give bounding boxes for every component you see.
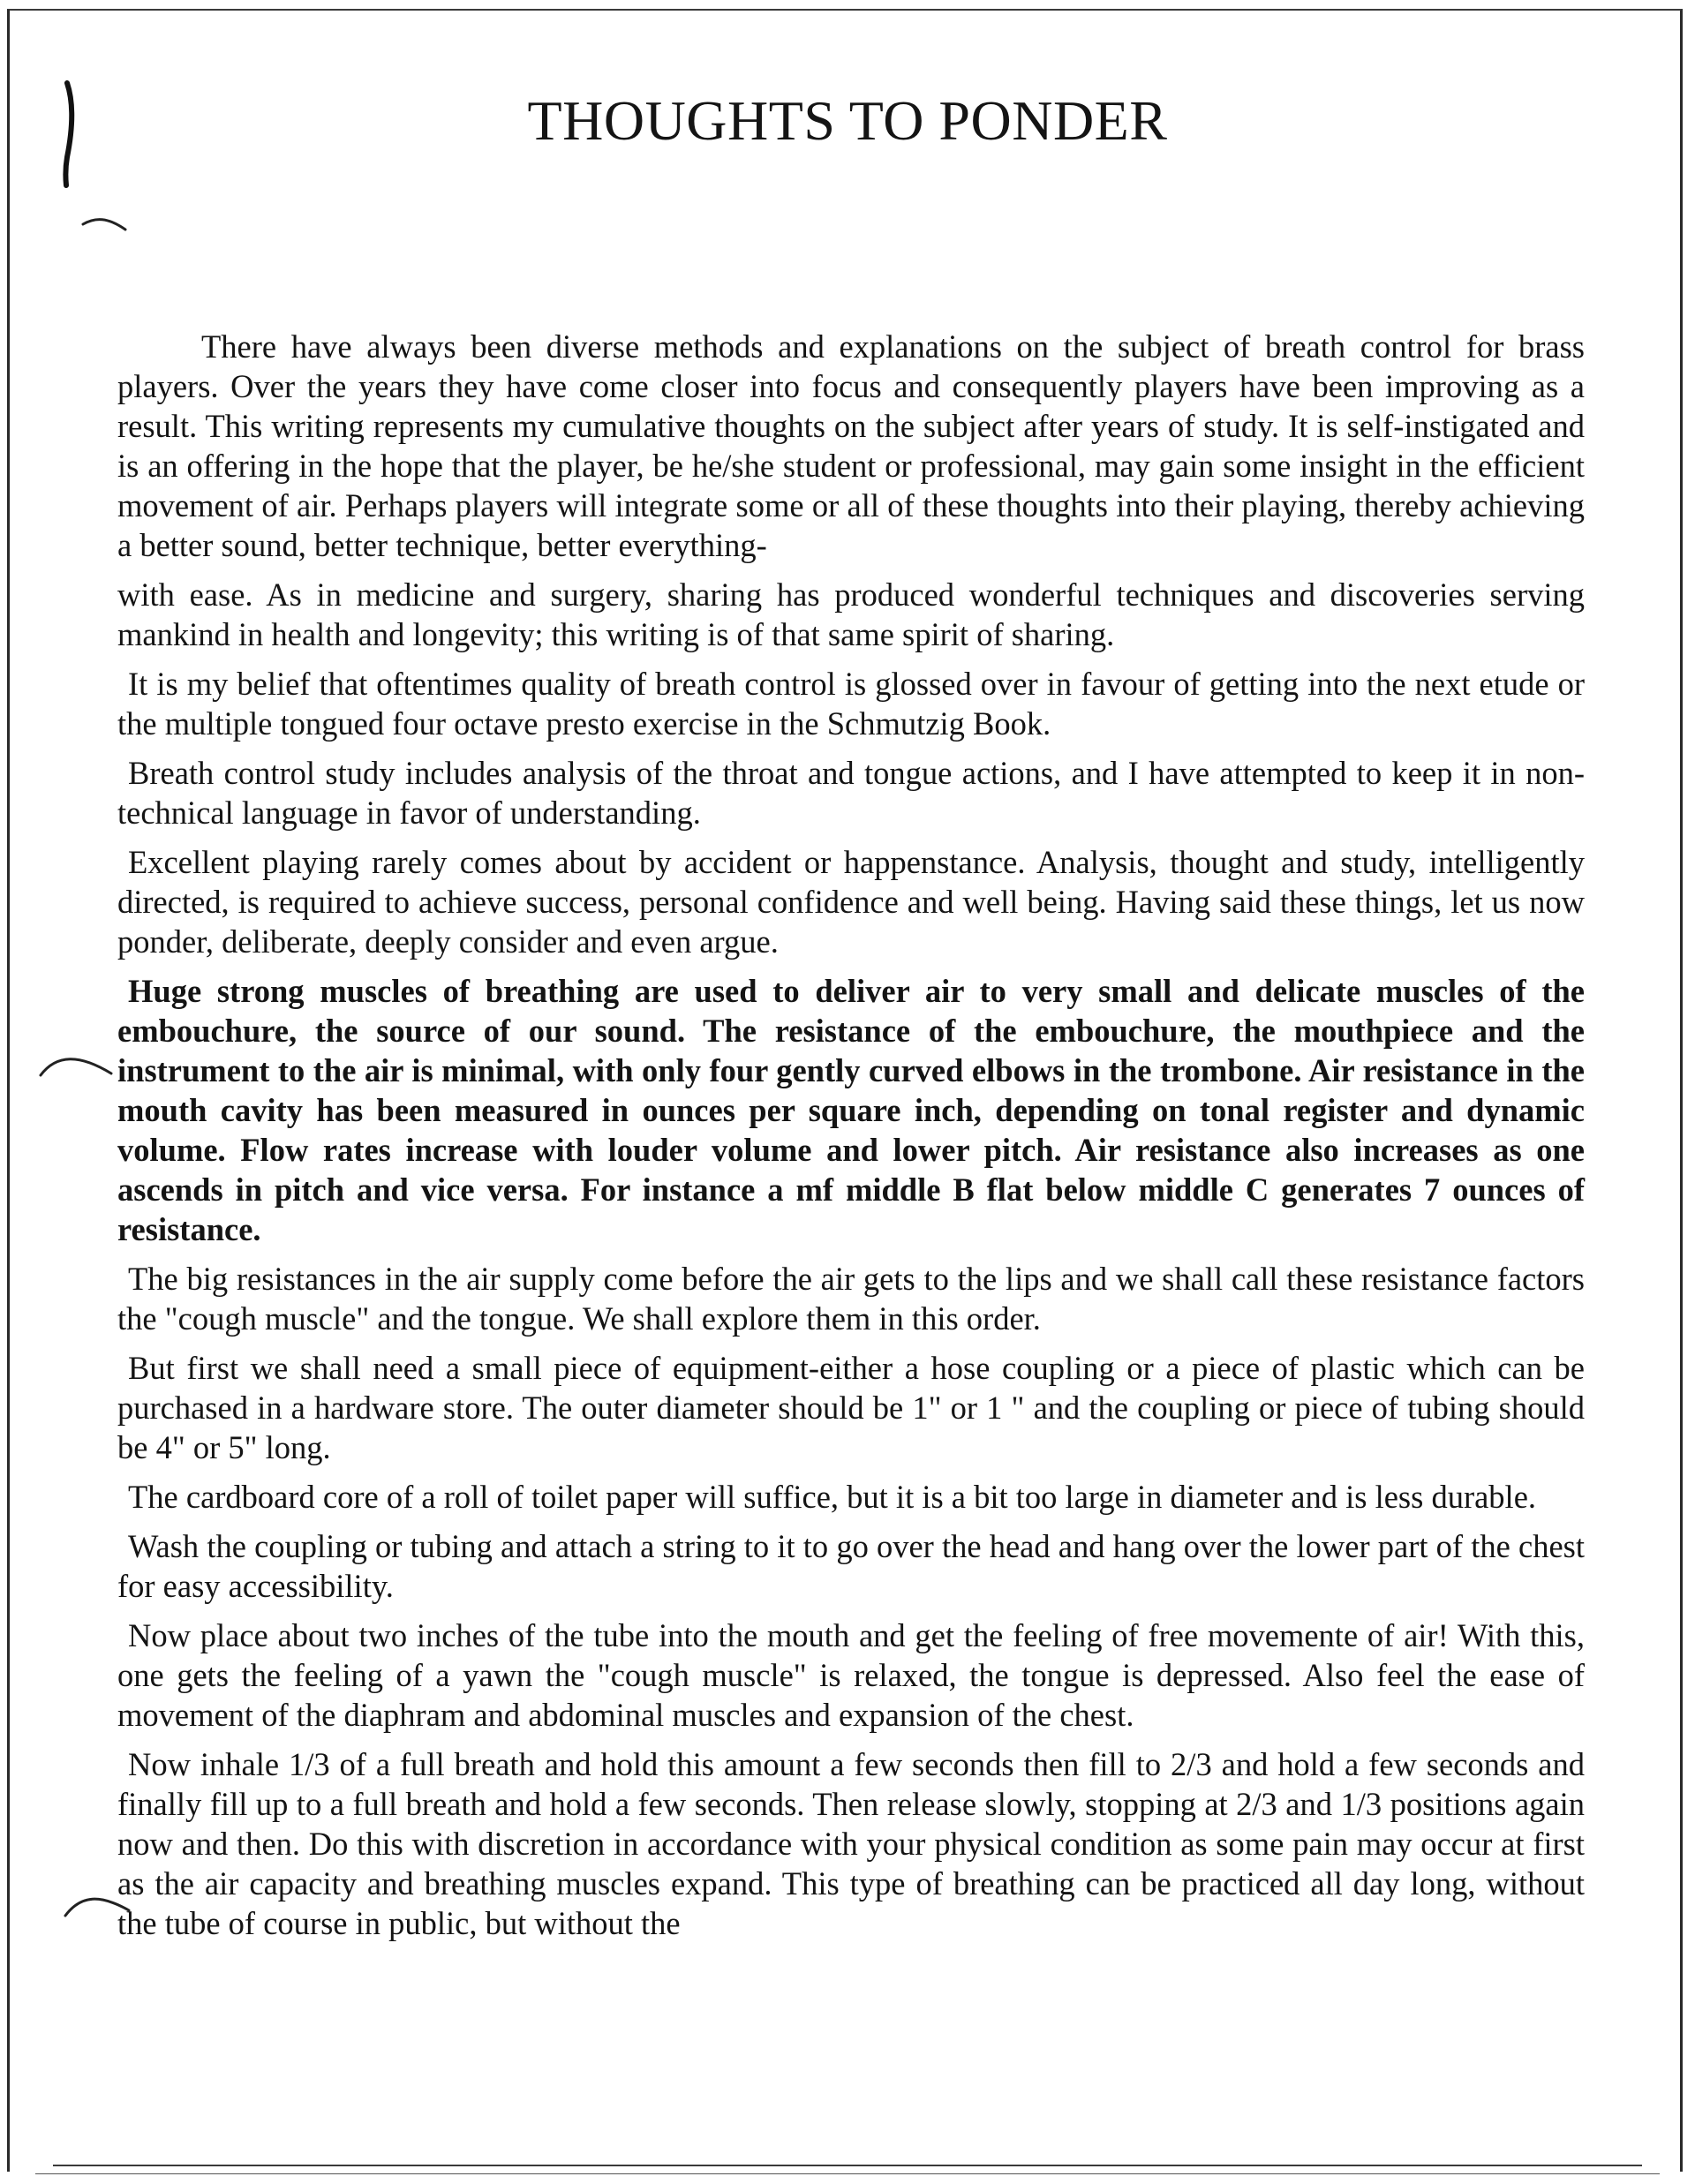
paragraph-muscles-of-breathing: Huge strong muscles of breathing are used to deliver air to very small and delicate muscles of the embouchure, the source of our sound. The resistance of the embouchure, the mouthpiece and the instrument to the air is minimal, with only four gently curved elbows in the trombone. Air resistance in the mouth cavity has been measured in ounces per square inch, depending on tonal register and dynamic volume. Flow rates increase with louder volume and lower pitch. Air resistance also increases as one ascends in pitch and vice versa. For instance a mf middle B flat below middle C generates 7 ounces of resistance. <box>117 973 1585 1247</box>
paragraph-sharing: with ease. As in medicine and surgery, sharing has produced wonderful techniques and discoveries serving mankind in health and longevity; this writing is of that same spirit of sharing. <box>117 576 1585 652</box>
paragraph-big-resistances: The big resistances in the air supply come before the air gets to the lips and we shall call these resistance factors the "cough muscle" and the tongue. We shall explore them in this order. <box>117 1261 1585 1337</box>
paragraph-wash-coupling: Wash the coupling or tubing and attach a string to it to go over the head and hang over the lower part of the chest for easy accessibility. <box>117 1528 1585 1604</box>
bottom-rule <box>53 2165 1642 2166</box>
paragraph-equipment: But first we shall need a small piece of equipment-either a hose coupling or a piece of plastic which can be purchased in a hardware store. The outer diameter should be 1" or 1 " and the coupling or piece of tubing should be 4" or 5" long. <box>117 1350 1585 1465</box>
page-title: THOUGHTS TO PONDER <box>527 89 1168 152</box>
handwritten-arc-mark <box>37 1051 117 1086</box>
paragraph-inhale: Now inhale 1/3 of a full breath and hold this amount a few seconds then fill to 2/3 and hold a few seconds and finally fill up to a full breath and hold a few seconds. Then release slowly, stopping at 2/3 and 1/3 positions again now and then. Do this with discretion in accordance with your physical condition as some pain may occur at first as the air capacity and breathing muscles expand. This type of breathing can be practiced all day long, without the tube of course in public, but without the <box>117 1746 1585 1941</box>
paragraph-place-tube: Now place about two inches of the tube into the mouth and get the feeling of free movemente of air! With this, one gets the feeling of a yawn the "cough muscle" is relaxed, the tongue is depressed. Also feel the ease of movement of the diaphram and abdominal muscles and expansion of the chest. <box>117 1617 1585 1733</box>
body-text <box>117 327 1585 1953</box>
paragraph-cardboard-core: The cardboard core of a roll of toilet paper will suffice, but it is a bit too large in diameter and is less durable. <box>128 1479 1537 1515</box>
bottom-rule-secondary <box>35 2173 1660 2174</box>
paragraph-intro: There have always been diverse methods and explanations on the subject of breath control for brass players. Over the years they have come closer into focus and consequently players have been improving as a result. This writing represents my cumulative thoughts on the subject after years of study. It is self-instigated and is an offering in the hope that the player, be he/she student or professional, may gain some insight in the efficient movement of air. Perhaps players will integrate some or all of these thoughts into their playing, thereby achieving a better sound, better technique, better everything- <box>117 328 1585 563</box>
paragraph-breath-control-study: Breath control study includes analysis of the throat and tongue actions, and I have attempted to keep it in non-technical language in favor of understanding. <box>117 755 1585 831</box>
paragraph-belief: It is my belief that oftentimes quality of breath control is glossed over in favour of getting into the next etude or the multiple tongued four octave presto exercise in the Schmutzig Book. <box>117 666 1585 742</box>
handwritten-dash-mark <box>79 212 132 238</box>
paragraph-excellent-playing: Excellent playing rarely comes about by accident or happenstance. Analysis, thought and study, intelligently directed, is required to achieve success, personal confidence and well being. Having said these things, let us now ponder, deliberate, deeply consider and even argue. <box>117 844 1585 960</box>
